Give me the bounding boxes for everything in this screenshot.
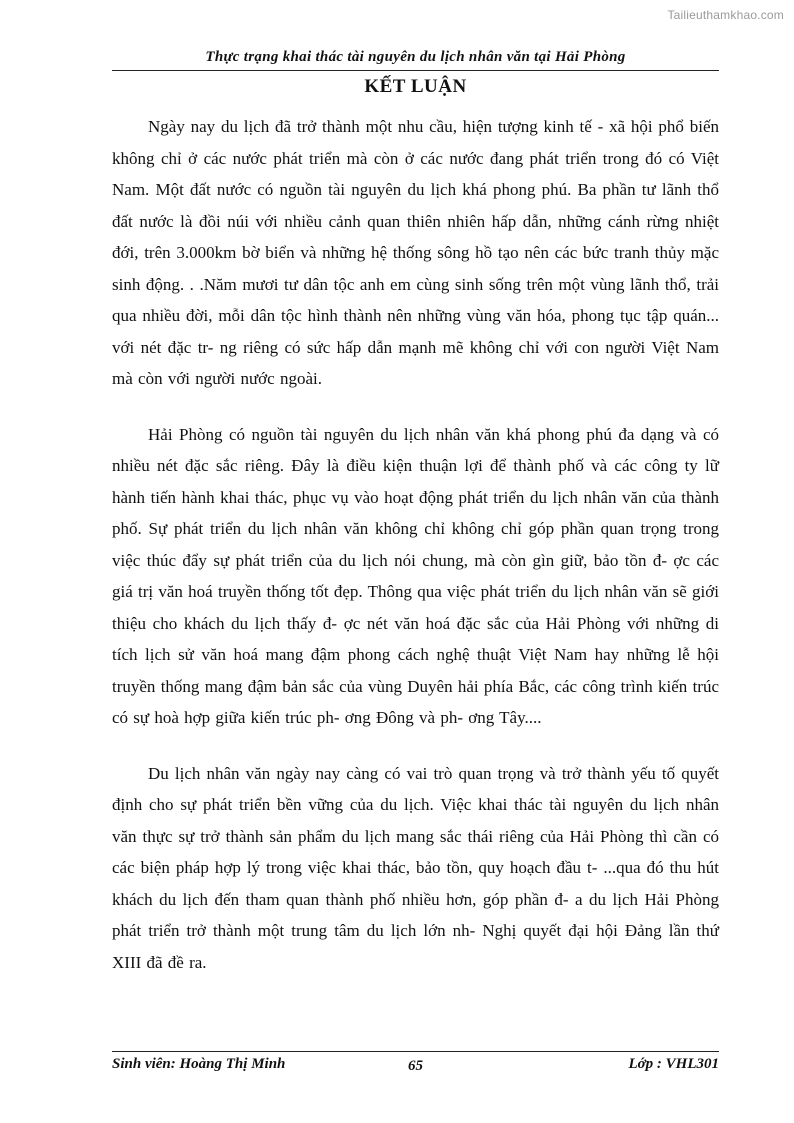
paragraph: Ngày nay du lịch đã trở thành một nhu cầu, hiện tượng kinh tế - xã hội phổ biến không chỉ ở các nước phát triển mà còn ở các nước đang phát triển trong đó có Việt Nam. Một đất nước có nguồn tài nguyên du lịch khá phong phú. Ba phần tư lãnh thổ đất nước là đồi núi với nhiều cảnh quan thiên nhiên hấp dẫn, những cánh rừng nhiệt đới, trên 3.000km bờ biển và những hệ thống sông hồ tạo nên các bức tranh thủy mặc sinh động. . .Năm mươi tư dân tộc anh em cùng sinh sống trên một vùng lãnh thổ, trải qua nhiều đời, mỗi dân tộc hình thành nên những vùng văn hóa, phong tục tập quán... với nét đặc tr- ng riêng có sức hấp dẫn mạnh mẽ không chỉ với con người Việt Nam mà còn với người nước ngoài. — [112, 117, 719, 388]
header-rule — [112, 70, 719, 71]
paragraph: Du lịch nhân văn ngày nay càng có vai trò quan trọng và trở thành yếu tố quyết định cho sự phát triển bền vững của du lịch. Việc khai thác tài nguyên du lịch nhân văn thực sự trở thành sản phẩm du lịch mang sắc thái riêng của Hải Phòng thì cần có các biện pháp hợp lý trong việc khai thác, bảo tồn, quy hoạch đầu t- ...qua đó thu hút khách du lịch đến tham quan thành phố nhiều hơn, góp phần đ- a du lịch Hải Phòng phát triển trở thành một trung tâm du lịch lớn nh- Nghị quyết đại hội Đảng lần thứ XIII đã đề ra. — [112, 763, 719, 972]
running-header: Thực trạng khai thác tài nguyên du lịch nhân văn tại Hải Phòng — [205, 49, 626, 65]
footer-class-label: Lớp : VHL301 — [628, 1056, 719, 1072]
footer-student-name: Sinh viên: Hoàng Thị Minh — [112, 1056, 286, 1072]
watermark: Tailieuthamkhao.com — [667, 8, 784, 22]
paragraph: Hải Phòng có nguồn tài nguyên du lịch nhân văn khá phong phú đa dạng và có nhiều nét đặc sắc riêng. Đây là điều kiện thuận lợi để thành phố và các công ty lữ hành tiến hành khai thác, phục vụ vào hoạt động phát triển du lịch nhân văn của thành phố. Sự phát triển du lịch nhân văn không chỉ không chỉ góp phần quan trọng trong việc thúc đẩy sự phát triển của du lịch nói chung, mà còn gìn giữ, bảo tồn đ- ợc các giá trị văn hoá truyền thống tốt đẹp. Thông qua việc phát triển du lịch nhân văn sẽ giới thiệu cho khách du lịch thấy đ- ợc nét văn hoá đặc sắc của Hải Phòng với những di tích lịch sử văn hoá mang đậm phong cách nghệ thuật Việt Nam hay những lễ hội truyền thống mang đậm bản sắc của vùng Duyên hải phía Bắc, các công trình kiến trúc có sự hoà hợp giữa kiến trúc ph- ơng Đông và ph- ơng Tây.... — [112, 424, 719, 727]
page-number: 65 — [408, 1058, 423, 1074]
footer-rule — [112, 1051, 719, 1052]
page-footer — [112, 1056, 719, 1080]
page-title: KẾT LUẬN — [364, 76, 467, 97]
body-text — [112, 111, 719, 1002]
